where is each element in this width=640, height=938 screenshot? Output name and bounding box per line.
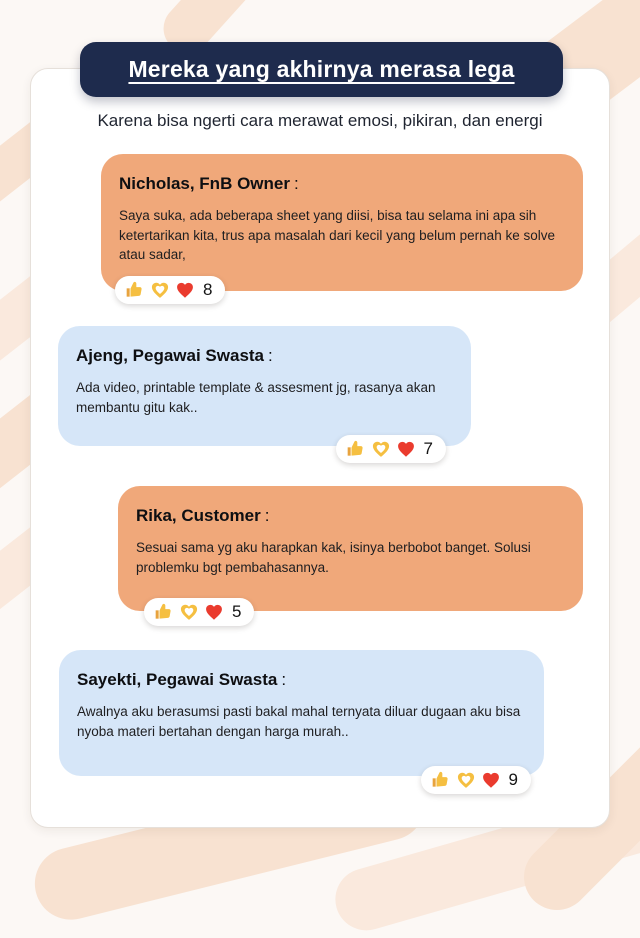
- reaction-count: 7: [423, 439, 433, 458]
- reaction-pill[interactable]: [336, 435, 446, 463]
- testimonial-text: Awalnya aku berasumsi pasti bakal mahal ternyata diluar dugaan aku bisa nyoba materi bertahan dengan harga murah..: [77, 704, 521, 739]
- red-heart-icon: [396, 439, 416, 459]
- testimonial-text: Saya suka, ada beberapa sheet yang diisi, bisa tau selama ini apa sih ketertarikan kita, trus apa masalah dari kecil yang belum pernah ke solve atau sadar,: [119, 208, 555, 263]
- testimonial-author: [76, 346, 453, 366]
- testimonial-text: Ada video, printable template & assesment jg, rasanya akan membantu gitu kak..: [76, 380, 436, 415]
- thumbs-up-icon: [431, 770, 451, 790]
- heart-hands-icon: [179, 602, 199, 622]
- testimonial-bubble: [58, 326, 471, 458]
- red-heart-icon: [175, 280, 195, 300]
- testimonial-author: [119, 174, 565, 194]
- section-subtitle: Karena bisa ngerti cara merawat emosi, pikiran, dan energi: [97, 111, 543, 130]
- thumbs-up-icon: [346, 439, 366, 459]
- reaction-pill[interactable]: [115, 276, 225, 304]
- author-name: Ajeng, Pegawai Swasta: [76, 346, 265, 365]
- testimonial-bubble: [101, 154, 583, 299]
- reaction-count: 9: [508, 770, 518, 789]
- heart-hands-icon: [456, 770, 476, 790]
- testimonial-text: Sesuai sama yg aku harapkan kak, isinya berbobot banget. Solusi problemku bgt pembahasannya.: [136, 540, 531, 575]
- testimonial-author: [77, 670, 526, 690]
- author-colon: :: [264, 506, 270, 525]
- author-name: Rika, Customer: [136, 506, 261, 525]
- reaction-count: 5: [232, 602, 242, 621]
- author-colon: :: [281, 670, 287, 689]
- reaction-count: 8: [203, 280, 213, 299]
- red-heart-icon: [204, 602, 224, 622]
- reaction-pill[interactable]: [144, 598, 254, 626]
- reaction-pill[interactable]: [421, 766, 531, 794]
- author-name: Sayekti, Pegawai Swasta: [77, 670, 278, 689]
- thumbs-up-icon: [154, 602, 174, 622]
- author-name: Nicholas, FnB Owner: [119, 174, 290, 193]
- heart-hands-icon: [150, 280, 170, 300]
- testimonials-card: [30, 68, 610, 828]
- author-colon: :: [293, 174, 299, 193]
- author-colon: :: [268, 346, 273, 365]
- testimonial-author: [136, 506, 565, 526]
- section-title: Mereka yang akhirnya merasa lega: [128, 56, 515, 82]
- testimonial-bubble: [118, 486, 583, 621]
- thumbs-up-icon: [125, 280, 145, 300]
- heart-hands-icon: [371, 439, 391, 459]
- testimonial-bubble: [59, 650, 544, 789]
- section-header-pill: [80, 42, 563, 97]
- red-heart-icon: [481, 770, 501, 790]
